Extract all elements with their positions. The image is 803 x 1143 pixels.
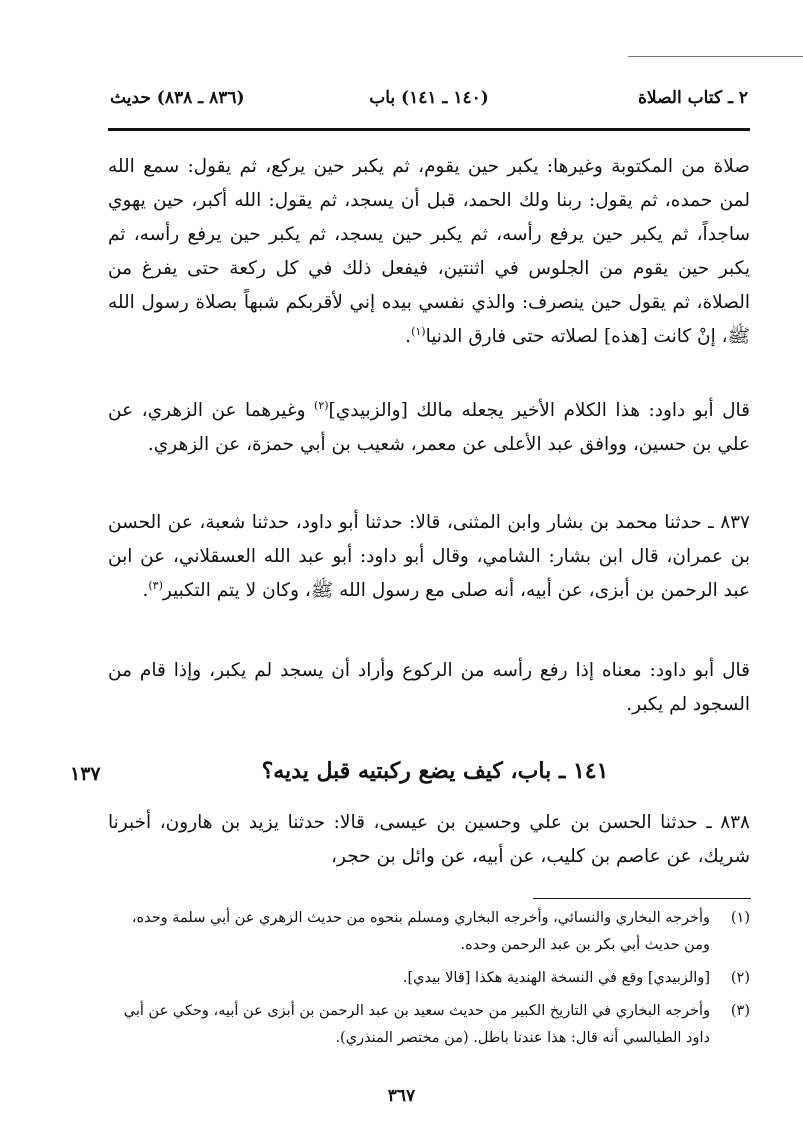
scan-edge-line [628,56,803,57]
footnote-number: (٢) [730,970,750,986]
paragraph-end: . [405,326,412,347]
margin-chapter-number: ١٣٧ [70,763,101,785]
footnote-ref-1: (١) [411,324,426,338]
footnote-number: (٣) [730,1003,750,1019]
paragraph-text: ٨٣٧ ـ حدثنا محمد بن بشار وابن المثنى، قالا: حدثنا أبو داود، حدثنا شعبة، عن الحسن بن عمران، قال ابن بشار: الشامي، وقال أبو داود: أبو عبد الله العسقلاني، عن ابن عبد الرحمن بن أبزى، عن أبيه، أنه صلى مع رسول الله ﷺ، وكان لا يتم التكبير [108,512,750,601]
paragraph-text: صلاة من المكتوبة وغيرها: يكبر حين يقوم، ثم يكبر حين يركع، ثم يقول: سمع الله لمن حمده، ثم يقول: ربنا ولك الحمد، قبل أن يسجد، ثم يقول: الله أكبر، حين يهوي ساجداً، ثم يكبر حين يرفع رأسه، ثم يكبر حين يسجد، ثم يكبر حين يرفع رأسه، ثم يكبر حين يقوم من الجلوس في اثنتين، فيفعل ذلك في كل ركعة حتى يفرغ من الصلاة، ثم يقول حين ينصرف: والذي نفسي بيده إني لأقربكم شبهاً بصلاة رسول الله ﷺ، إنْ كانت [هذه] لصلاته حتى فارق الدنيا [108,156,750,347]
footnote-ref-3: (٣) [148,578,163,592]
paragraph-continuation [108,150,750,354]
header-book-title: ٢ ـ كتاب الصلاة [638,88,748,108]
chapter-heading: ١٤١ ـ باب، كيف يضع ركبتيه قبل يديه؟ [261,758,609,784]
footnotes [108,905,750,1058]
paragraph-text: وغيرهما عن الزهري، عن علي بن حسين، ووافق عبد الأعلى عن معمر، شعيب بن أبي حمزة، عن الزهري. [108,400,750,455]
footnote-text: وأخرجه البخاري والنسائي، وأخرجه البخاري ومسلم بنحوه من حديث الزهري عن أبي سلمة وحده، ومن حديث أبي بكر بن عبد الرحمن وحده. [131,910,710,953]
header-chapter-range: (١٤٠ ـ ١٤١) باب [369,88,489,108]
footnote-2 [108,965,750,992]
paragraph-abu-dawud-comment-1 [108,394,750,462]
paragraph-text: قال أبو داود: معناه إذا رفع رأسه من الركوع وأراد أن يسجد لم يكبر، وإذا قام من السجود لم يكبر. [108,660,750,715]
paragraph-text: ٨٣٨ ـ حدثنا الحسن بن علي وحسين بن عيسى، قالا: حدثنا يزيد بن هارون، أخبرنا شريك، عن عاصم بن كليب، عن أبيه، عن وائل بن حجر، [108,812,750,867]
paragraph-end: . [142,580,149,601]
page-number: ٣٦٧ [387,1086,416,1106]
header-rule [108,128,750,131]
footnote-text: وأخرجه البخاري في التاريخ الكبير من حديث سعيد بن عبد الرحمن بن أبزى عن أبيه، وحكي عن أبي داود الطيالسي أنه قال: هذا عندنا باطل. (من مختصر المنذري). [123,1003,710,1046]
hadith-838 [108,806,750,874]
hadith-837 [108,506,750,608]
paragraph-abu-dawud-comment-2 [108,654,750,722]
paragraph-text: قال أبو داود: هذا الكلام الأخير يجعله مالك [والزبيدي] [328,400,750,421]
footnote-text: [والزبيدي] وقع في النسخة الهندية هكذا [قالا بيدي]. [402,970,710,986]
running-header [110,88,748,118]
footnote-3 [108,998,750,1052]
footnote-number: (١) [730,910,750,926]
footnote-1 [108,905,750,959]
footnote-ref-2: (٢) [314,398,329,412]
footnote-separator [533,898,751,899]
header-hadith-range: (٨٣٦ ـ ٨٣٨) حديث [110,88,245,108]
